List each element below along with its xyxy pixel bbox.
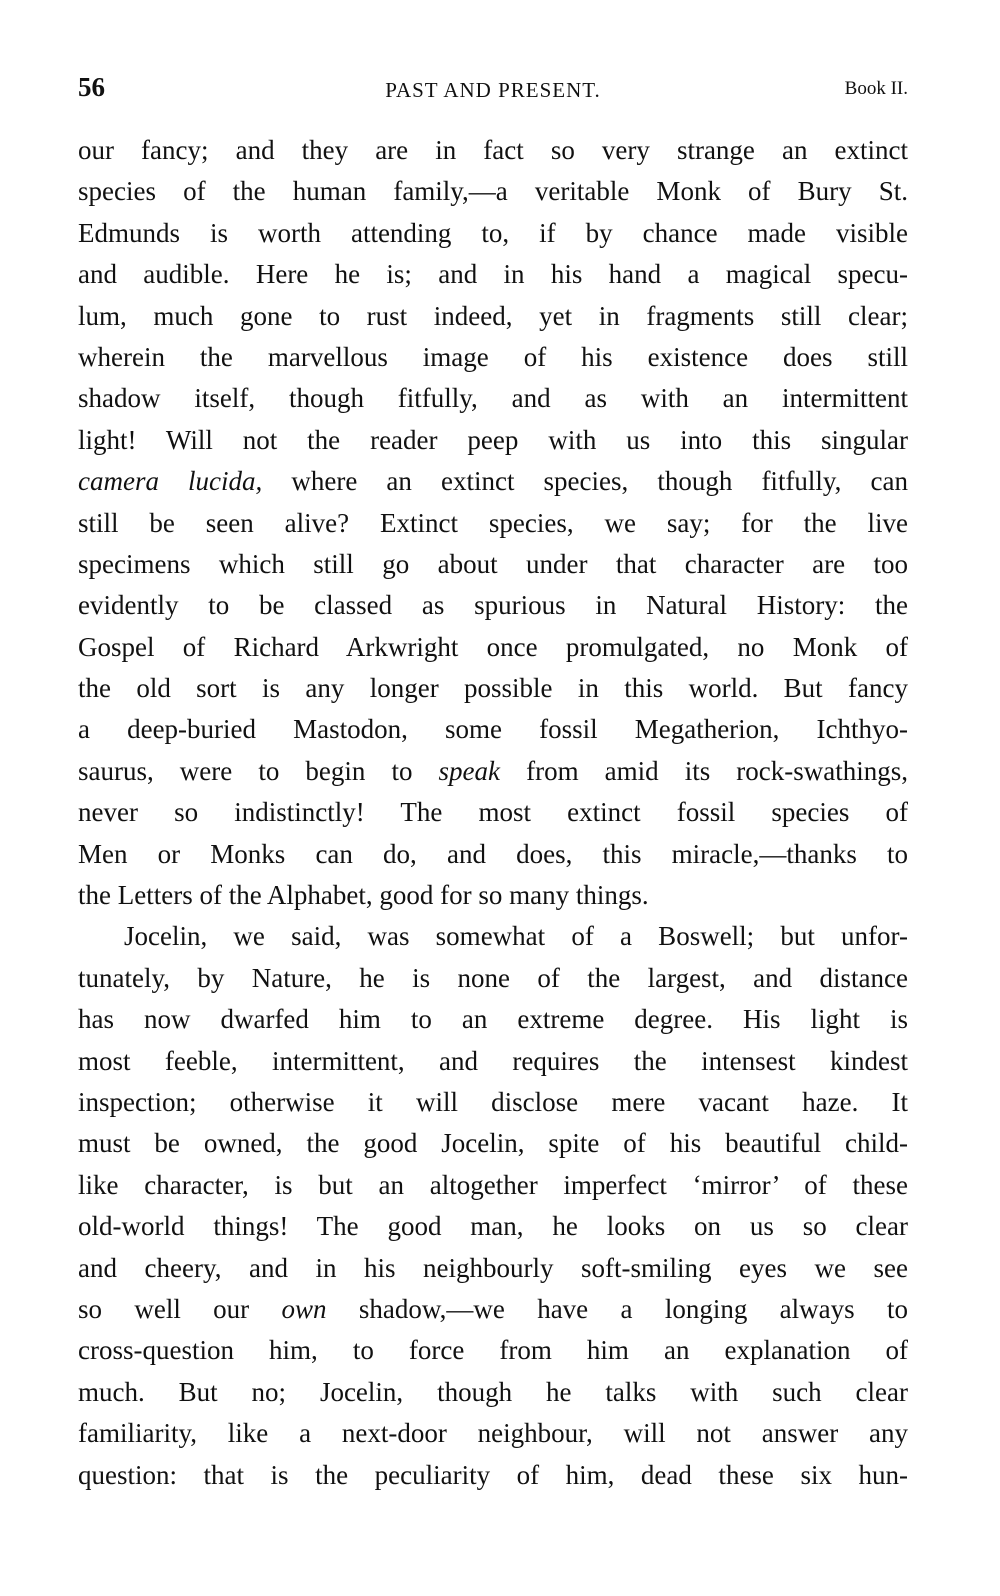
text-line: Jocelin, we said, was somewhat of a Boswell; but unfor- [124, 921, 908, 952]
text-line: Men or Monks can do, and does, this miracle,—thanks to [78, 838, 908, 869]
text-line: so well our own shadow,—we have a longing always to [78, 1293, 908, 1324]
text-line: old-world things! The good man, he looks on us so clear [78, 1211, 908, 1242]
body-text [78, 130, 908, 1496]
text-line: and cheery, and in his neighbourly soft-smiling eyes we see [78, 1252, 908, 1283]
text-line: the Letters of the Alphabet, good for so many things. [78, 880, 649, 911]
text-line: shadow itself, though fitfully, and as with an intermittent [78, 383, 908, 414]
text-line: cross-question him, to force from him an explanation of [78, 1335, 908, 1366]
italic-phrase: camera lucida, [78, 466, 263, 497]
text-line: lum, much gone to rust indeed, yet in fragments still clear; [78, 300, 908, 331]
text-line: has now dwarfed him to an extreme degree. His light is [78, 1004, 908, 1035]
text-line: evidently to be classed as spurious in Natural History: the [78, 590, 908, 621]
page-number: 56 [78, 72, 105, 102]
page-header [78, 72, 908, 108]
text-line: tunately, by Nature, he is none of the largest, and distance [78, 962, 908, 993]
text-line: much. But no; Jocelin, though he talks with such clear [78, 1376, 908, 1407]
text-line: and audible. Here he is; and in his hand a magical specu- [78, 259, 908, 290]
text-line: like character, is but an altogether imperfect ‘mirror’ of these [78, 1169, 908, 1200]
italic-word: own [281, 1293, 327, 1324]
text-line: Edmunds is worth attending to, if by chance made visible [78, 217, 908, 248]
text-line: never so indistinctly! The most extinct fossil species of [78, 797, 908, 828]
book-label: Book II. [844, 78, 908, 99]
text-line: specimens which still go about under that character are too [78, 548, 908, 579]
text-line: camera lucida, where an extinct species, though fitfully, can [78, 466, 908, 497]
italic-word: speak [438, 755, 501, 786]
text-line: wherein the marvellous image of his existence does still [78, 341, 908, 372]
text-line: familiarity, like a next-door neighbour, will not answer any [78, 1418, 908, 1449]
text-line: most feeble, intermittent, and requires the intensest kindest [78, 1045, 908, 1076]
text-line: saurus, were to begin to speak from amid its rock-swathings, [78, 755, 908, 786]
text-line: Gospel of Richard Arkwright once promulgated, no Monk of [78, 631, 908, 662]
text-line: must be owned, the good Jocelin, spite of his beautiful child- [78, 1128, 908, 1159]
text-line: inspection; otherwise it will disclose mere vacant haze. It [78, 1086, 908, 1117]
running-title: PAST AND PRESENT. [385, 78, 601, 102]
text-line: still be seen alive? Extinct species, we say; for the live [78, 507, 908, 538]
text-line: the old sort is any longer possible in this world. But fancy [78, 673, 908, 704]
text-line: species of the human family,—a veritable Monk of Bury St. [78, 176, 908, 207]
text-line: a deep-buried Mastodon, some fossil Megatherion, Ichthyo- [78, 714, 908, 745]
text-line: light! Will not the reader peep with us into this singular [78, 424, 908, 455]
text-line: question: that is the peculiarity of him, dead these six hun- [78, 1459, 908, 1490]
text-line: our fancy; and they are in fact so very strange an extinct [78, 135, 908, 165]
